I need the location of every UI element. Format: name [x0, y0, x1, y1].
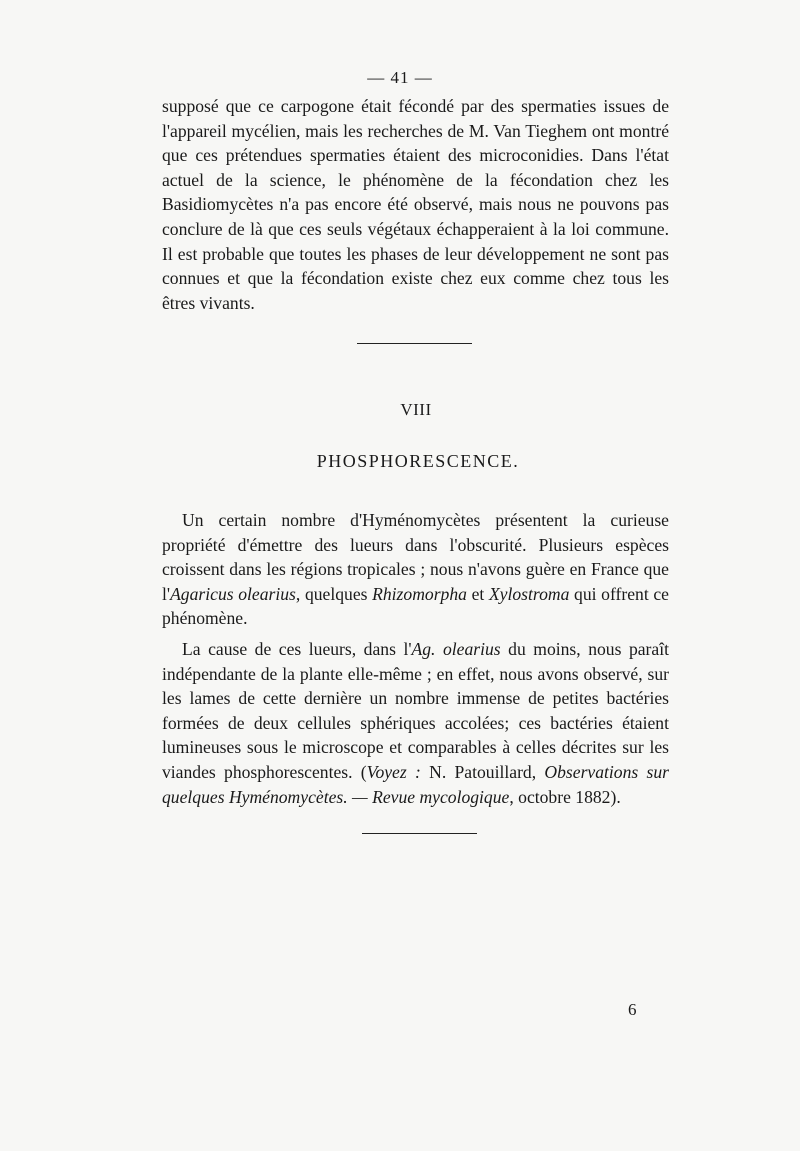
text-run: La cause de ces lueurs, dans l' — [182, 638, 412, 659]
page-number-top: — 41 — — [367, 68, 433, 87]
text-block-continuation — [162, 94, 669, 315]
text-run: N. Patouillard, — [420, 761, 545, 782]
section-title: PHOSPHORESCENCE. — [316, 451, 520, 471]
reference-title: Observations sur quelques Hyménomycètes. — Revue mycologique — [162, 761, 669, 807]
section-number: VIII — [400, 400, 432, 419]
section-divider-bottom — [362, 833, 477, 834]
paragraph-cause — [162, 637, 669, 809]
section-divider-top — [357, 343, 472, 344]
genus-name: Xylostroma — [488, 583, 570, 604]
signature-mark: 6 — [628, 1000, 637, 1019]
genus-name: Rhizomorpha — [372, 583, 467, 604]
text-run: qui offrent ce phénomène. — [162, 583, 669, 629]
text-run: , octobre 1882). — [509, 786, 621, 807]
species-name: Ag. olearius — [411, 638, 501, 659]
text-run: et — [466, 583, 489, 604]
text-run: Un certain nombre d'Hyménomycètes présentent la curieuse propriété d'émettre des lueurs dans l'obscurité. Plusieurs espèces croissent dans les régions tropicales ; nous n'avons guère en France que l' — [162, 510, 669, 604]
paragraph-intro — [162, 508, 669, 631]
text-run: du moins, nous paraît indépendante de la plante elle-même ; en effet, nous avons observé, sur les lames de cette dernière un nombre immense de petites bactéries formées de deux cellules sphériques accolées; ces bactéries étaient lumineuses sous le microscope et comparables à celles décrites sur les viandes phosphorescentes. ( — [162, 638, 669, 782]
text-run: , quelques — [295, 583, 373, 604]
species-name: Agaricus olearius — [170, 583, 296, 604]
reference-prefix: Voyez : — [366, 761, 421, 782]
text-block-phosphorescence — [162, 508, 669, 809]
paragraph-continuation: supposé que ce carpogone était fécondé par des spermaties issues de l'appareil mycélien, mais les recherches de M. Van Tieghem ont montré que ces prétendues spermaties étaient des microconidies. Dans l'état actuel de la science, le phénomène de la fécondation chez les Basidiomycètes n'a pas encore été observé, mais nous ne pouvons pas conclure de là que ces seuls végétaux échapperaient à la loi commune. Il est probable que toutes les phases de leur développement ne sont pas connues et que la fécondation existe chez eux comme chez tous les êtres vivants. — [162, 96, 669, 313]
